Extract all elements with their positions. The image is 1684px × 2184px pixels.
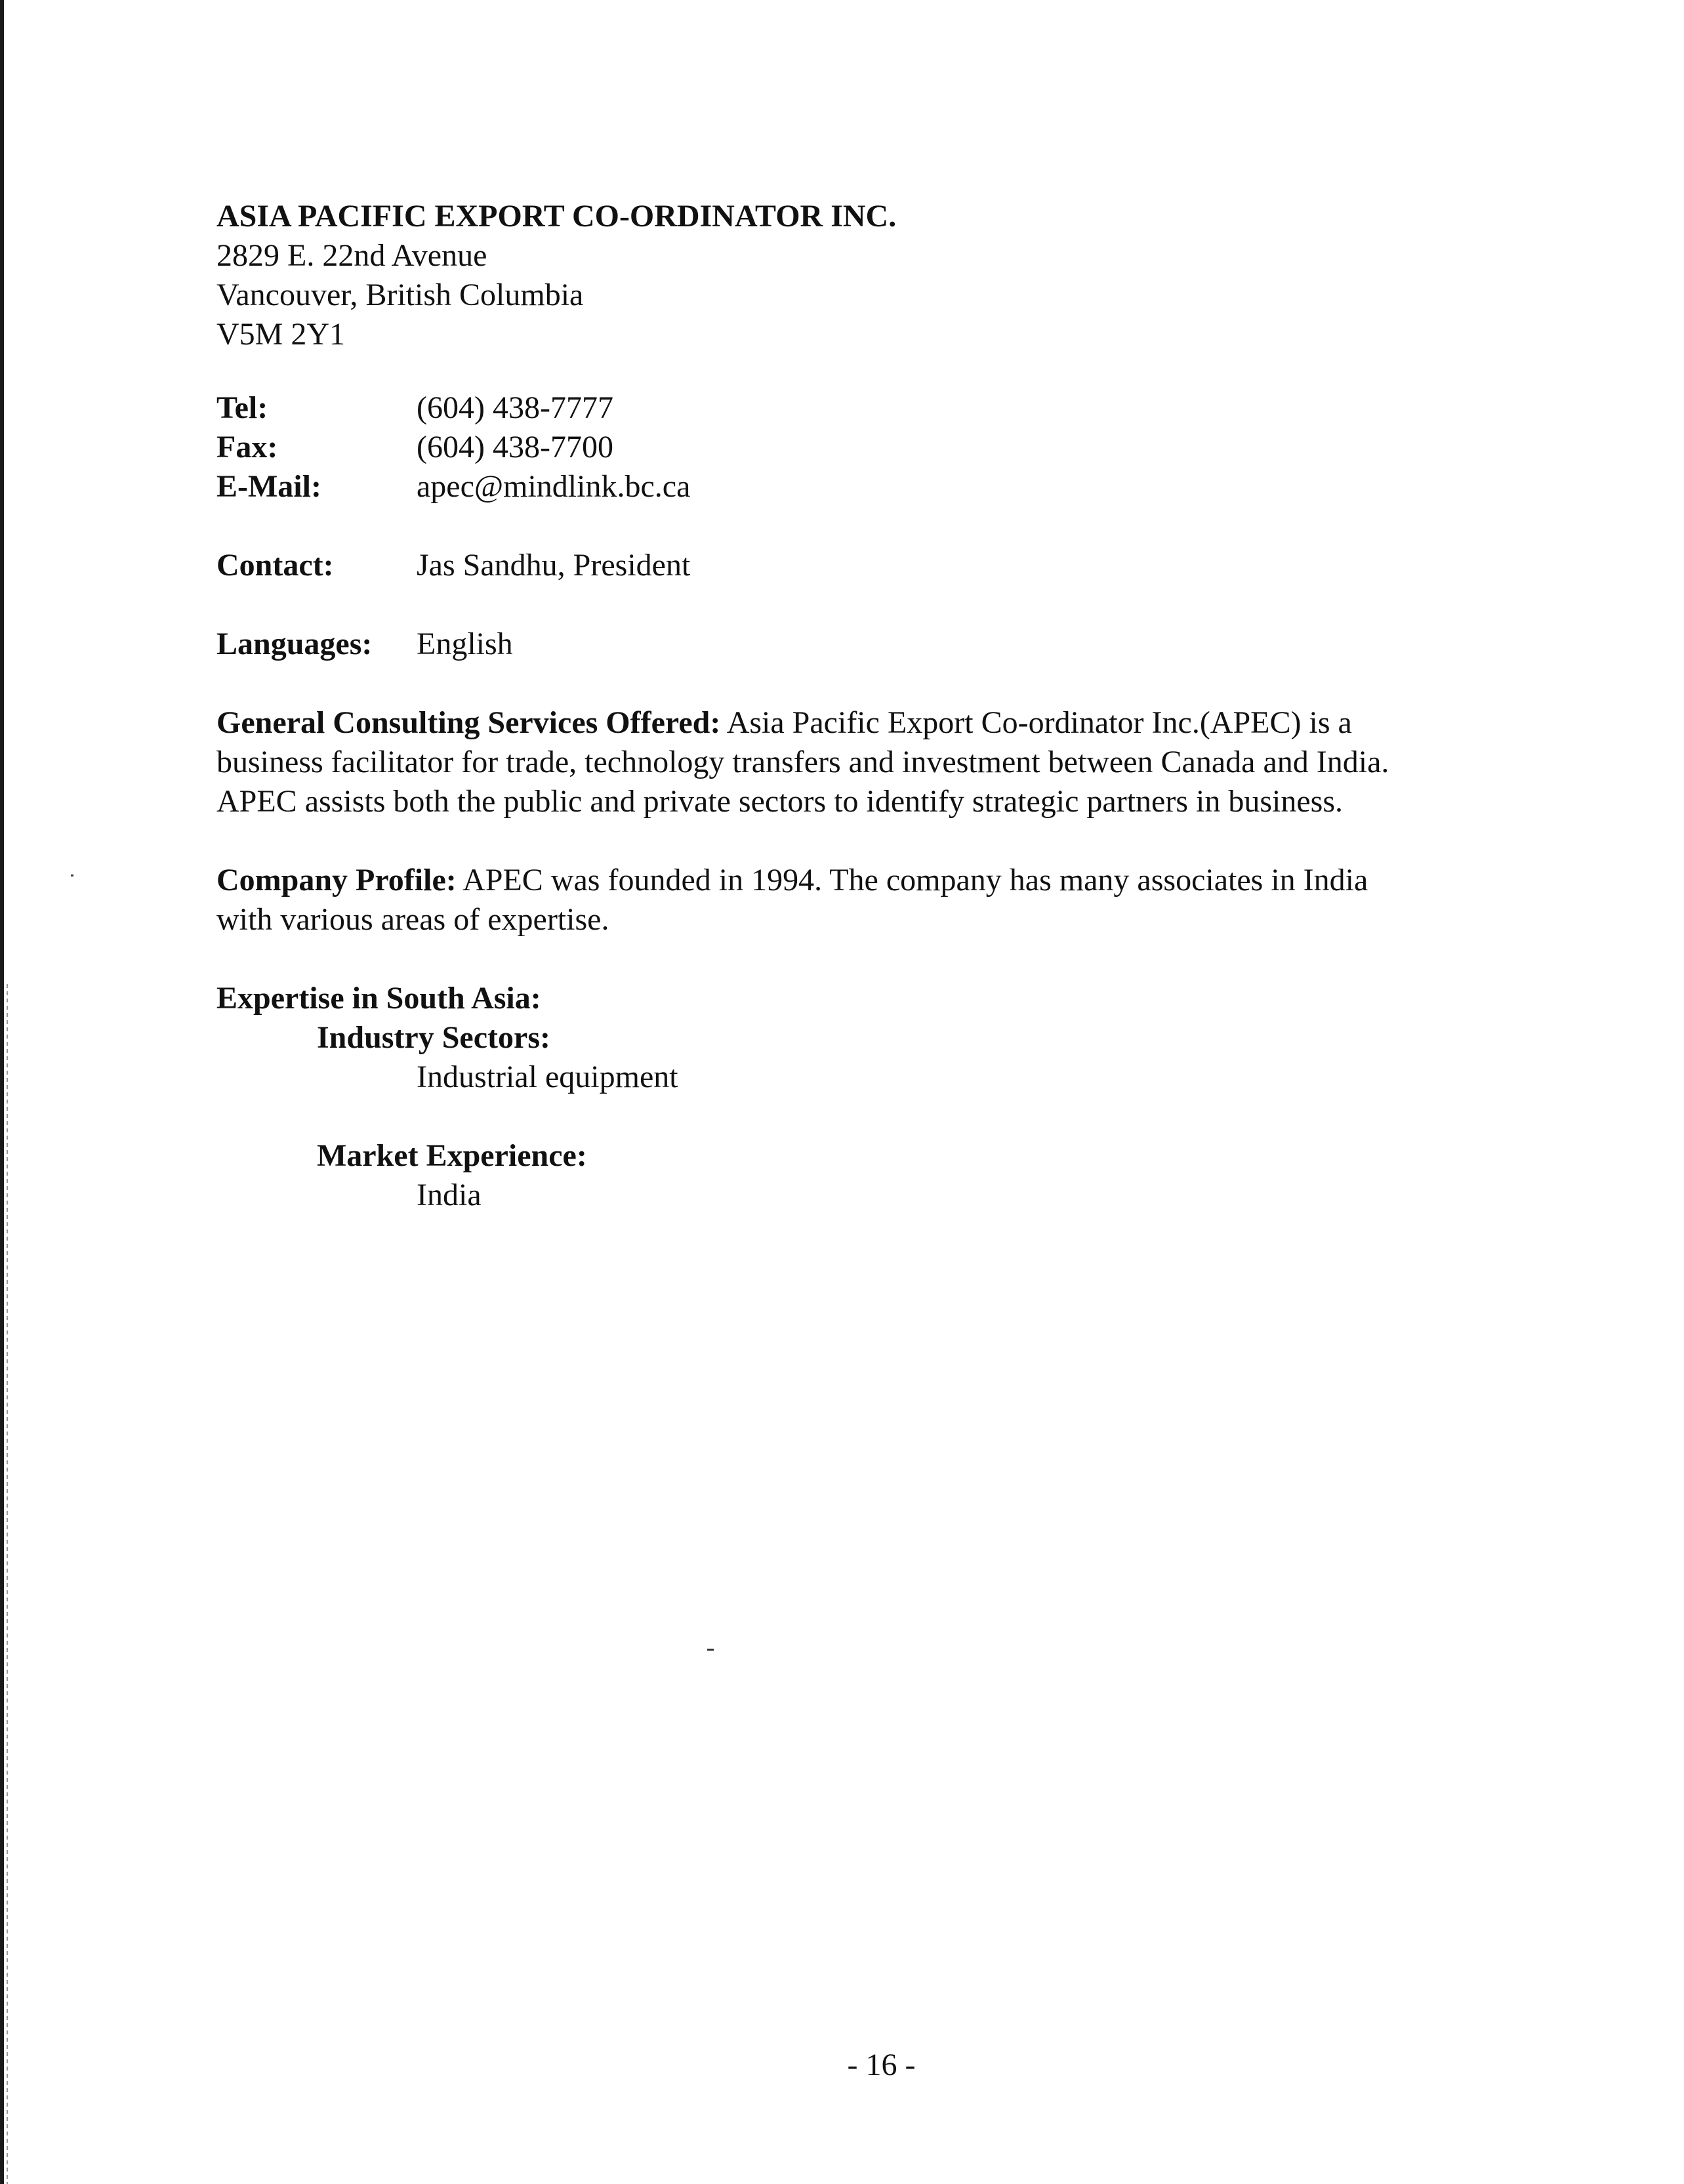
scan-border-speckle <box>7 984 8 2184</box>
directory-entry <box>216 197 1430 1215</box>
languages-label: Languages: <box>216 627 373 661</box>
scan-speck <box>71 875 73 876</box>
section-spacer <box>216 1097 1430 1136</box>
services-text: Asia Pacific Export Co-ordinator Inc.(APEC) is a business facilitator for trade, technology transfers and investment between Canada and India. APEC assists both the public and private sectors to identify strategic partners in business. <box>216 705 1389 819</box>
tel-value: (604) 438-7777 <box>417 390 613 425</box>
company-name: ASIA PACIFIC EXPORT CO-ORDINATOR INC. <box>216 199 897 234</box>
industry-sectors-value: Industrial equipment <box>417 1060 678 1094</box>
profile-paragraph <box>216 861 1430 939</box>
page-number: - 16 - <box>847 2048 916 2082</box>
email-row <box>216 467 690 506</box>
profile-label: Company Profile: <box>216 863 457 897</box>
languages-table <box>216 625 513 664</box>
address-postal-code: V5M 2Y1 <box>216 317 346 352</box>
expertise-heading: Expertise in South Asia: <box>216 981 541 1016</box>
expertise-section <box>216 979 1430 1215</box>
fax-label: Fax: <box>216 430 278 464</box>
contact-row <box>216 546 690 585</box>
contact-value: Jas Sandhu, President <box>417 548 691 583</box>
email-value: apec@mindlink.bc.ca <box>417 469 691 504</box>
languages-value: English <box>417 627 513 661</box>
address-city: Vancouver, British Columbia <box>216 278 584 312</box>
email-label: E-Mail: <box>216 469 321 504</box>
industry-sectors-label: Industry Sectors: <box>317 1020 550 1055</box>
languages-row <box>216 625 513 664</box>
contact-label: Contact: <box>216 548 334 583</box>
address-street: 2829 E. 22nd Avenue <box>216 238 487 273</box>
contact-table <box>216 388 690 506</box>
profile-text: APEC was founded in 1994. The company has many associates in India with various areas of expertise. <box>216 863 1368 937</box>
scan-border <box>0 0 4 2184</box>
tel-label: Tel: <box>216 390 268 425</box>
fax-row <box>216 428 690 467</box>
tel-row <box>216 388 690 428</box>
market-experience-label: Market Experience: <box>317 1138 587 1173</box>
services-label: General Consulting Services Offered: <box>216 705 721 740</box>
fax-value: (604) 438-7700 <box>417 430 613 464</box>
scan-speck <box>707 1649 714 1651</box>
market-experience-value: India <box>417 1178 482 1212</box>
contact-person-table <box>216 546 690 585</box>
services-paragraph <box>216 703 1430 821</box>
